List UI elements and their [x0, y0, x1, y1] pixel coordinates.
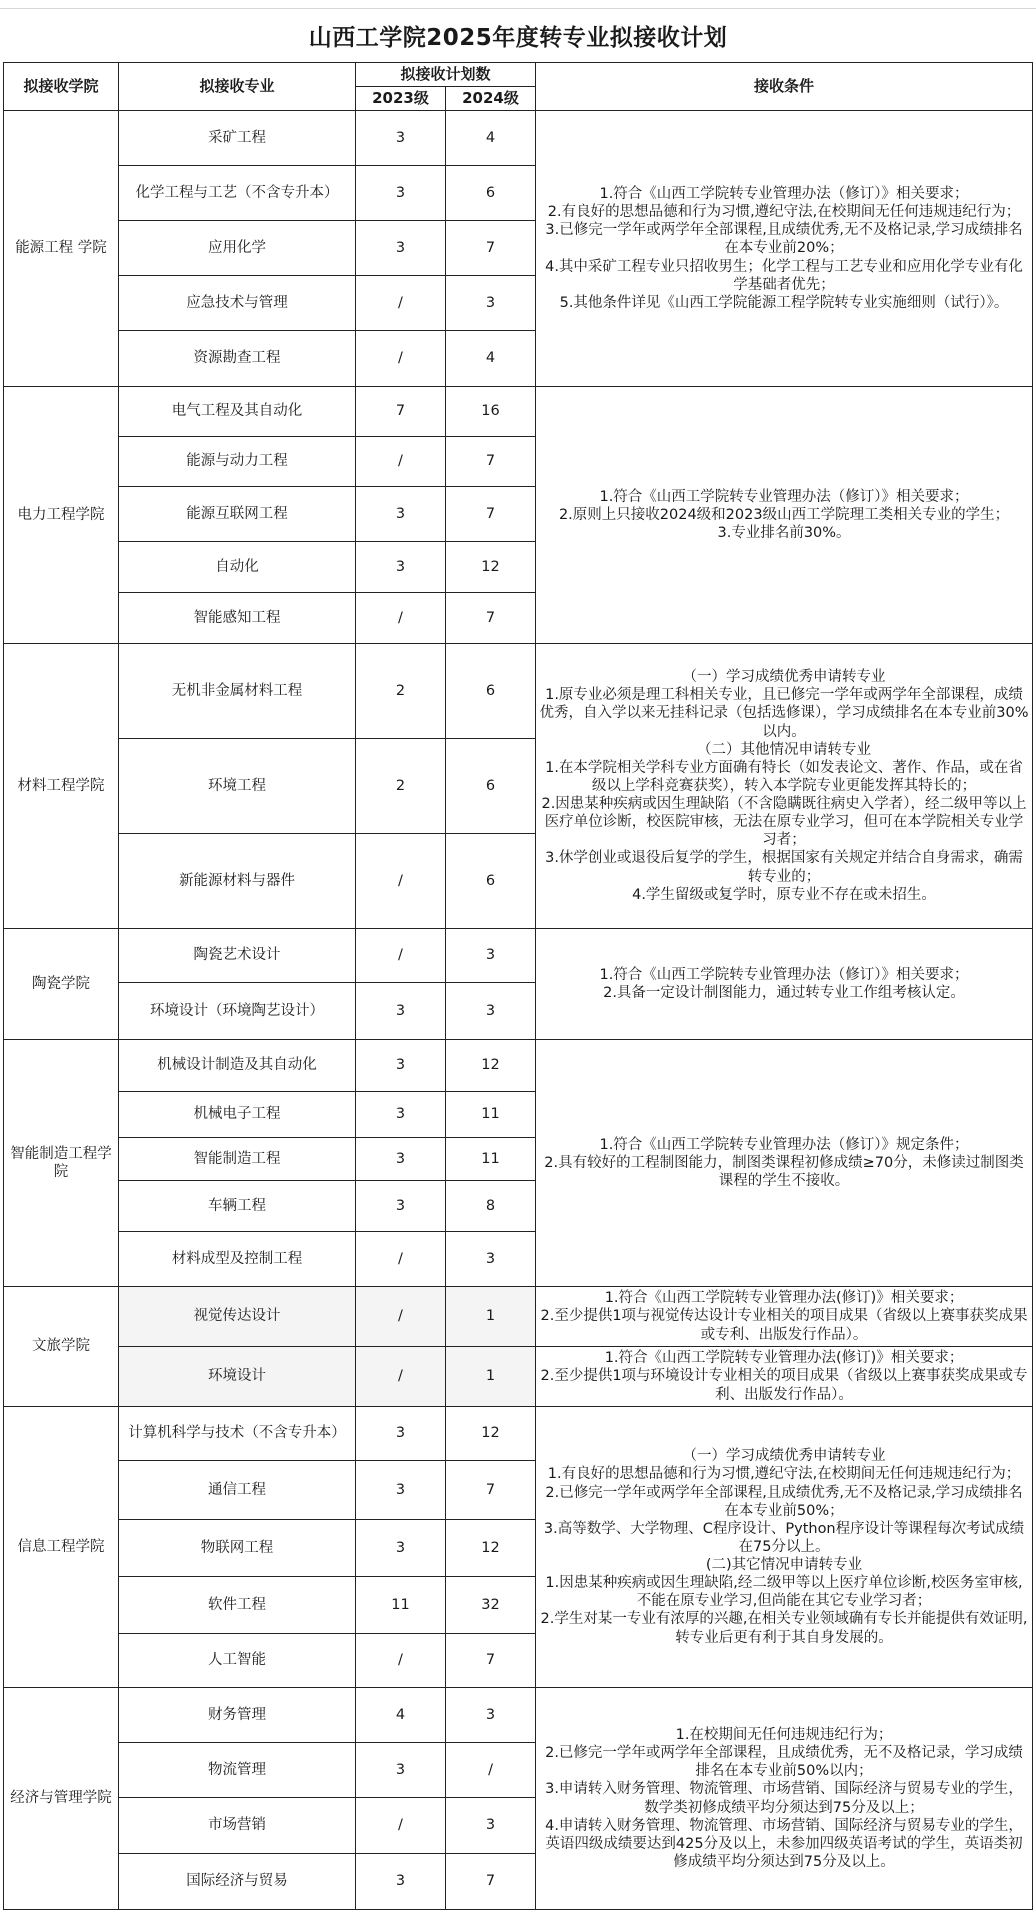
quota-2024-cell: 3: [446, 1688, 536, 1743]
quota-2023-cell: 3: [356, 1181, 446, 1232]
major-cell: 能源互联网工程: [119, 487, 356, 542]
table-row: [4, 387, 1033, 437]
major-cell: 材料成型及控制工程: [119, 1232, 356, 1287]
table-row: [4, 929, 1033, 983]
condition-line: 1.因患某种疾病或因生理缺陷,经二级甲等以上医疗单位诊断,校医务室审核,不能在原专业学习,但尚能在其它专业学习者；: [545, 1575, 1023, 1610]
table-row: [4, 111, 1033, 166]
condition-line: 2.已修完一学年或两学年全部课程，且成绩优秀，无不及格记录，学习成绩排名在本专业前50%以内；: [545, 1745, 1023, 1780]
condition-line: 2.因患某种疾病或因生理缺陷（不含隐瞒既往病史入学者），经二级甲等以上医疗单位诊断，校医院审核，无法在原专业学习，但可在本学院相关专业学习者；: [541, 796, 1027, 849]
major-cell: 环境设计（环境陶艺设计）: [119, 983, 356, 1040]
table-row: [4, 1040, 1033, 1092]
quota-2023-cell: /: [356, 834, 446, 929]
quota-2024-cell: 12: [446, 542, 536, 593]
condition-line: 2.学生对某一专业有浓厚的兴趣,在相关专业领域确有专长并能提供有效证明,转专业后更有利于其自身发展的。: [540, 1611, 1028, 1646]
quota-2023-cell: 3: [356, 1461, 446, 1520]
quota-2023-cell: 3: [356, 983, 446, 1040]
quota-2024-cell: 4: [446, 111, 536, 166]
quota-2023-cell: 3: [356, 1520, 446, 1577]
table-row: [4, 644, 1033, 739]
condition-line: 3.已修完一学年或两学年全部课程,且成绩优秀,无不及格记录,学习成绩排名在本专业前20%；: [545, 222, 1023, 257]
quota-2024-cell: 11: [446, 1138, 536, 1181]
quota-2024-cell: 32: [446, 1577, 536, 1634]
quota-2024-cell: 6: [446, 166, 536, 221]
condition-line: 1.原专业必须是理工科相关专业，且已修完一学年或两学年全部课程，成绩优秀，自入学以来无挂科记录（包括选修课），学习成绩排名在本专业前30%以内。: [539, 687, 1029, 740]
conditions-cell: [536, 1040, 1033, 1287]
condition-line: 2.具有较好的工程制图能力，制图类课程初修成绩≥70分，未修读过制图类课程的学生不接收。: [544, 1154, 1024, 1190]
major-cell: 陶瓷艺术设计: [119, 929, 356, 983]
major-cell: 新能源材料与器件: [119, 834, 356, 929]
quota-2024-cell: 1: [446, 1287, 536, 1347]
quota-2023-cell: 4: [356, 1688, 446, 1743]
condition-line: （一）学习成绩优秀申请转专业: [682, 1448, 886, 1465]
header-college: 拟接收学院: [4, 63, 119, 111]
quota-2024-cell: 6: [446, 644, 536, 739]
quota-2023-cell: 3: [356, 542, 446, 593]
major-cell: 机械电子工程: [119, 1092, 356, 1138]
quota-2024-cell: 3: [446, 983, 536, 1040]
table-row: [4, 1407, 1033, 1461]
major-cell: 人工智能: [119, 1634, 356, 1688]
transfer-plan-table: [3, 62, 1033, 1910]
table-row: [4, 1287, 1033, 1347]
quota-2023-cell: /: [356, 593, 446, 644]
quota-2023-cell: 11: [356, 1577, 446, 1634]
condition-line: 1.符合《山西工学院转专业管理办法（修订）》相关要求；: [599, 186, 969, 203]
quota-2024-cell: 8: [446, 1181, 536, 1232]
condition-line: (二)其它情况申请转专业: [705, 1557, 863, 1574]
quota-2024-cell: 12: [446, 1040, 536, 1092]
major-cell: 能源与动力工程: [119, 437, 356, 487]
college-cell: 信息工程学院: [4, 1407, 119, 1688]
condition-line: （一）学习成绩优秀申请转专业: [682, 669, 886, 686]
condition-line: 1.符合《山西工学院转专业管理办法（修订）》规定条件；: [599, 1136, 969, 1153]
quota-2023-cell: /: [356, 929, 446, 983]
condition-line: 3.专业排名前30%。: [717, 525, 851, 542]
condition-line: 3.申请转入财务管理、物流管理、市场营销、国际经济与贸易专业的学生，数学类初修成绩平均分须达到75分及以上；: [545, 1781, 1023, 1816]
major-cell: 通信工程: [119, 1461, 356, 1520]
table-row: [4, 1688, 1033, 1743]
quota-2023-cell: 3: [356, 166, 446, 221]
conditions-cell: [536, 387, 1033, 644]
major-cell: 环境工程: [119, 739, 356, 834]
quota-2024-cell: 7: [446, 1854, 536, 1910]
condition-line: 1.在本学院相关学科专业方面确有特长（如发表论文、著作、作品，或在省级以上学科竞赛获奖），转入本学院专业更能发挥其特长的；: [545, 759, 1023, 794]
condition-line: 4.其中采矿工程专业只招收男生；化学工程与工艺专业和应用化学专业有化学基础者优先；: [545, 258, 1023, 293]
major-cell: 化学工程与工艺（不含专升本）: [119, 166, 356, 221]
quota-2023-cell: 3: [356, 1407, 446, 1461]
quota-2023-cell: 3: [356, 487, 446, 542]
header-major: 拟接收专业: [119, 63, 356, 111]
quota-2023-cell: 3: [356, 111, 446, 166]
college-cell: 经济与管理学院: [4, 1688, 119, 1910]
condition-line: 2.具备一定设计制图能力，通过转专业工作组考核认定。: [603, 985, 965, 1001]
condition-line: 1.符合《山西工学院转专业管理办法（修订）》相关要求；: [599, 966, 969, 983]
quota-2023-cell: 2: [356, 644, 446, 739]
condition-line: 1.符合《山西工学院转专业管理办法（修订）》相关要求；: [599, 488, 969, 505]
major-cell: 视觉传达设计: [119, 1287, 356, 1347]
college-cell: 智能制造工程学院: [4, 1040, 119, 1287]
quota-2024-cell: /: [446, 1743, 536, 1798]
quota-2024-cell: 1: [446, 1347, 536, 1407]
condition-line: 1.符合《山西工学院转专业管理办法(修订)》相关要求；: [604, 1350, 964, 1367]
quota-2024-cell: 6: [446, 834, 536, 929]
quota-2023-cell: /: [356, 1287, 446, 1347]
conditions-cell: [536, 1407, 1033, 1688]
quota-2024-cell: 7: [446, 593, 536, 644]
college-cell: 文旅学院: [4, 1287, 119, 1407]
condition-line: 4.申请转入财务管理、物流管理、市场营销、国际经济与贸易专业的学生，英语四级成绩要达到425分及以上，未参加四级英语考试的学生，英语类初修成绩平均分须达到75分及以上。: [545, 1817, 1023, 1870]
condition-line: 2.至少提供1项与环境设计专业相关的项目成果（省级以上赛事获奖成果或专利、出版发行作品）。: [540, 1368, 1028, 1403]
header-2023: 2023级: [356, 87, 446, 111]
quota-2023-cell: 3: [356, 221, 446, 276]
major-cell: 国际经济与贸易: [119, 1854, 356, 1910]
college-cell: 能源工程 学院: [4, 111, 119, 387]
quota-2024-cell: 3: [446, 276, 536, 331]
quota-2023-cell: 3: [356, 1040, 446, 1092]
major-cell: 机械设计制造及其自动化: [119, 1040, 356, 1092]
table-row: [4, 1347, 1033, 1407]
conditions-cell: [536, 1347, 1033, 1407]
major-cell: 环境设计: [119, 1347, 356, 1407]
condition-line: 5.其他条件详见《山西工学院能源工程学院转专业实施细则（试行）》。: [559, 294, 1009, 311]
header-conditions: 接收条件: [536, 63, 1033, 111]
condition-line: 2.原则上只接收2024级和2023级山西工学院理工类相关专业的学生；: [558, 506, 1010, 523]
condition-line: 1.有良好的思想品德和行为习惯,遵纪守法,在校期间无任何违规违纪行为；: [547, 1466, 1021, 1483]
quota-2024-cell: 7: [446, 487, 536, 542]
quota-2023-cell: 3: [356, 1092, 446, 1138]
quota-2024-cell: 4: [446, 331, 536, 387]
conditions-cell: [536, 111, 1033, 387]
major-cell: 电气工程及其自动化: [119, 387, 356, 437]
condition-line: 1.符合《山西工学院转专业管理办法(修订)》相关要求；: [604, 1290, 964, 1307]
major-cell: 无机非金属材料工程: [119, 644, 356, 739]
condition-line: 3.高等数学、大学物理、C程序设计、Python程序设计等课程每次考试成绩在75分以上。: [543, 1520, 1025, 1555]
major-cell: 市场营销: [119, 1798, 356, 1854]
major-cell: 车辆工程: [119, 1181, 356, 1232]
major-cell: 智能制造工程: [119, 1138, 356, 1181]
quota-2023-cell: /: [356, 1798, 446, 1854]
quota-2023-cell: 2: [356, 739, 446, 834]
major-cell: 自动化: [119, 542, 356, 593]
quota-2024-cell: 7: [446, 1461, 536, 1520]
quota-2024-cell: 7: [446, 437, 536, 487]
major-cell: 财务管理: [119, 1688, 356, 1743]
condition-line: 1.在校期间无任何违规违纪行为；: [675, 1727, 893, 1743]
major-cell: 计算机科学与技术（不含专升本）: [119, 1407, 356, 1461]
quota-2023-cell: /: [356, 1634, 446, 1688]
major-cell: 物联网工程: [119, 1520, 356, 1577]
quota-2023-cell: /: [356, 1347, 446, 1407]
major-cell: 智能感知工程: [119, 593, 356, 644]
quota-2024-cell: 3: [446, 1798, 536, 1854]
quota-2023-cell: 7: [356, 387, 446, 437]
college-cell: 电力工程学院: [4, 387, 119, 644]
major-cell: 应急技术与管理: [119, 276, 356, 331]
major-cell: 资源勘查工程: [119, 331, 356, 387]
condition-line: 4.学生留级或复学时，原专业不存在或未招生。: [632, 886, 936, 903]
major-cell: 软件工程: [119, 1577, 356, 1634]
condition-line: 2.至少提供1项与视觉传达设计专业相关的项目成果（省级以上赛事获奖成果或专利、出版发行作品）。: [540, 1308, 1028, 1343]
quota-2023-cell: 3: [356, 1138, 446, 1181]
major-cell: 应用化学: [119, 221, 356, 276]
page-title: 山西工学院2025年度转专业拟接收计划: [308, 24, 728, 51]
header-2024: 2024级: [446, 87, 536, 111]
quota-2023-cell: /: [356, 331, 446, 387]
quota-2023-cell: /: [356, 276, 446, 331]
college-cell: 材料工程学院: [4, 644, 119, 929]
quota-2024-cell: 16: [446, 387, 536, 437]
quota-2023-cell: /: [356, 1232, 446, 1287]
condition-line: （二）其他情况申请转专业: [697, 741, 872, 758]
quota-2023-cell: /: [356, 437, 446, 487]
quota-2023-cell: 3: [356, 1743, 446, 1798]
quota-2024-cell: 12: [446, 1407, 536, 1461]
quota-2024-cell: 11: [446, 1092, 536, 1138]
conditions-cell: [536, 644, 1033, 929]
quota-2024-cell: 6: [446, 739, 536, 834]
quota-2023-cell: 3: [356, 1854, 446, 1910]
conditions-cell: [536, 1688, 1033, 1910]
quota-2024-cell: 7: [446, 1634, 536, 1688]
quota-2024-cell: 3: [446, 1232, 536, 1287]
quota-2024-cell: 7: [446, 221, 536, 276]
quota-2024-cell: 3: [446, 929, 536, 983]
college-cell: 陶瓷学院: [4, 929, 119, 1040]
major-cell: 采矿工程: [119, 111, 356, 166]
table-body: [4, 111, 1033, 1910]
conditions-cell: [536, 929, 1033, 1040]
major-cell: 物流管理: [119, 1743, 356, 1798]
header-plan: 拟接收计划数: [356, 63, 536, 87]
conditions-cell: [536, 1287, 1033, 1347]
condition-line: 3.休学创业或退役后复学的学生，根据国家有关规定并结合自身需求，确需转专业的；: [545, 850, 1023, 885]
condition-line: 2.已修完一学年或两学年全部课程,且成绩优秀,无不及格记录,学习成绩排名在本专业前50%；: [545, 1484, 1023, 1519]
condition-line: 2.有良好的思想品德和行为习惯,遵纪守法,在校期间无任何违规违纪行为；: [547, 204, 1021, 221]
quota-2024-cell: 12: [446, 1520, 536, 1577]
